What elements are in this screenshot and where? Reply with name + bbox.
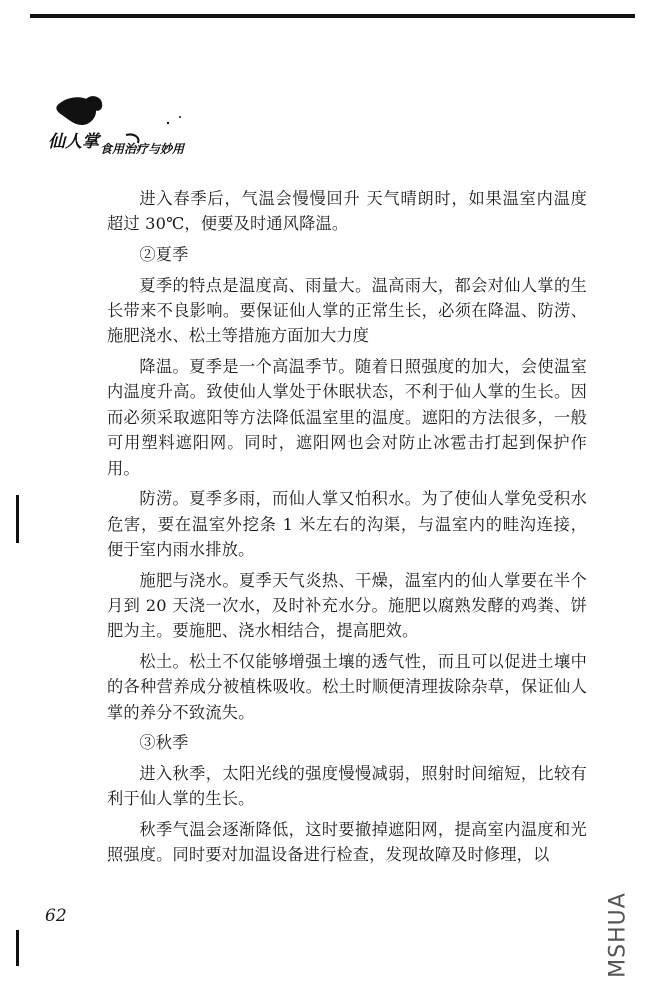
paragraph: 秋季气温会逐渐降低，这时要撤掉遮阳网，提高室内温度和光照强度。同时要对加温设备进行检查，发现故障及时修理，以 — [107, 820, 587, 865]
scan-edge-mark — [16, 930, 19, 966]
logo-title: 仙人掌 — [48, 132, 99, 152]
paragraph: 进入春季后，气温会慢慢回升 天气晴朗时，如果温室内温度超过 30℃，便要及时通风降温。 — [107, 189, 587, 234]
page-body — [107, 186, 587, 873]
logo-subtitle: 食用治疗与妙用 — [100, 142, 185, 156]
paragraph: 松土。松土不仅能够增强土壤的透气性，而且可以促进土壤中的各种营养成分被植株吸收。松土时顺便清理拔除杂草，保证仙人掌的养分不致流失。 — [107, 652, 587, 722]
paragraph: 降温。夏季是一个高温季节。随着日照强度的加大，会使温室内温度升高。致使仙人掌处于休眠状态，不利于仙人掌的生长。因而必须采取遮阳等方法降低温室里的温度。遮阳的方法很多，一般可用塑料遮阳网。同时，遮阳网也会对防止冰雹击打起到保护作用。 — [107, 357, 587, 478]
header-rule — [30, 14, 635, 18]
section-heading-summer: ②夏季 — [139, 245, 189, 264]
section-heading-autumn: ③秋季 — [139, 733, 189, 753]
paragraph: 施肥与浇水。夏季天气炎热、干燥，温室内的仙人掌要在半个月到 20 天浇一次水，及时补充水分。施肥以腐熟发酵的鸡粪、饼肥为主。要施肥、浇水相结合，提高肥效。 — [107, 570, 587, 641]
paragraph: 进入秋季，太阳光线的强度慢慢减弱，照射时间缩短，比较有利于仙人掌的生长。 — [107, 764, 587, 809]
watermark-text: MSHUA — [605, 892, 631, 978]
paragraph: 夏季的特点是温度高、雨量大。温高雨大，都会对仙人掌的生长带来不良影响。要保证仙人掌的正常生长，必须在降温、防涝、施肥浇水、松土等措施方面加大力度 — [107, 275, 587, 346]
page-number: 62 — [45, 906, 67, 926]
scan-edge-mark — [16, 495, 19, 543]
paragraph: 防涝。夏季多雨，而仙人掌又怕积水。为了使仙人掌免受积水危害，要在温室外挖条 1 米左右的沟渠，与温室内的畦沟连接，便于室内雨水排放。 — [107, 489, 587, 560]
watermark — [603, 880, 633, 990]
